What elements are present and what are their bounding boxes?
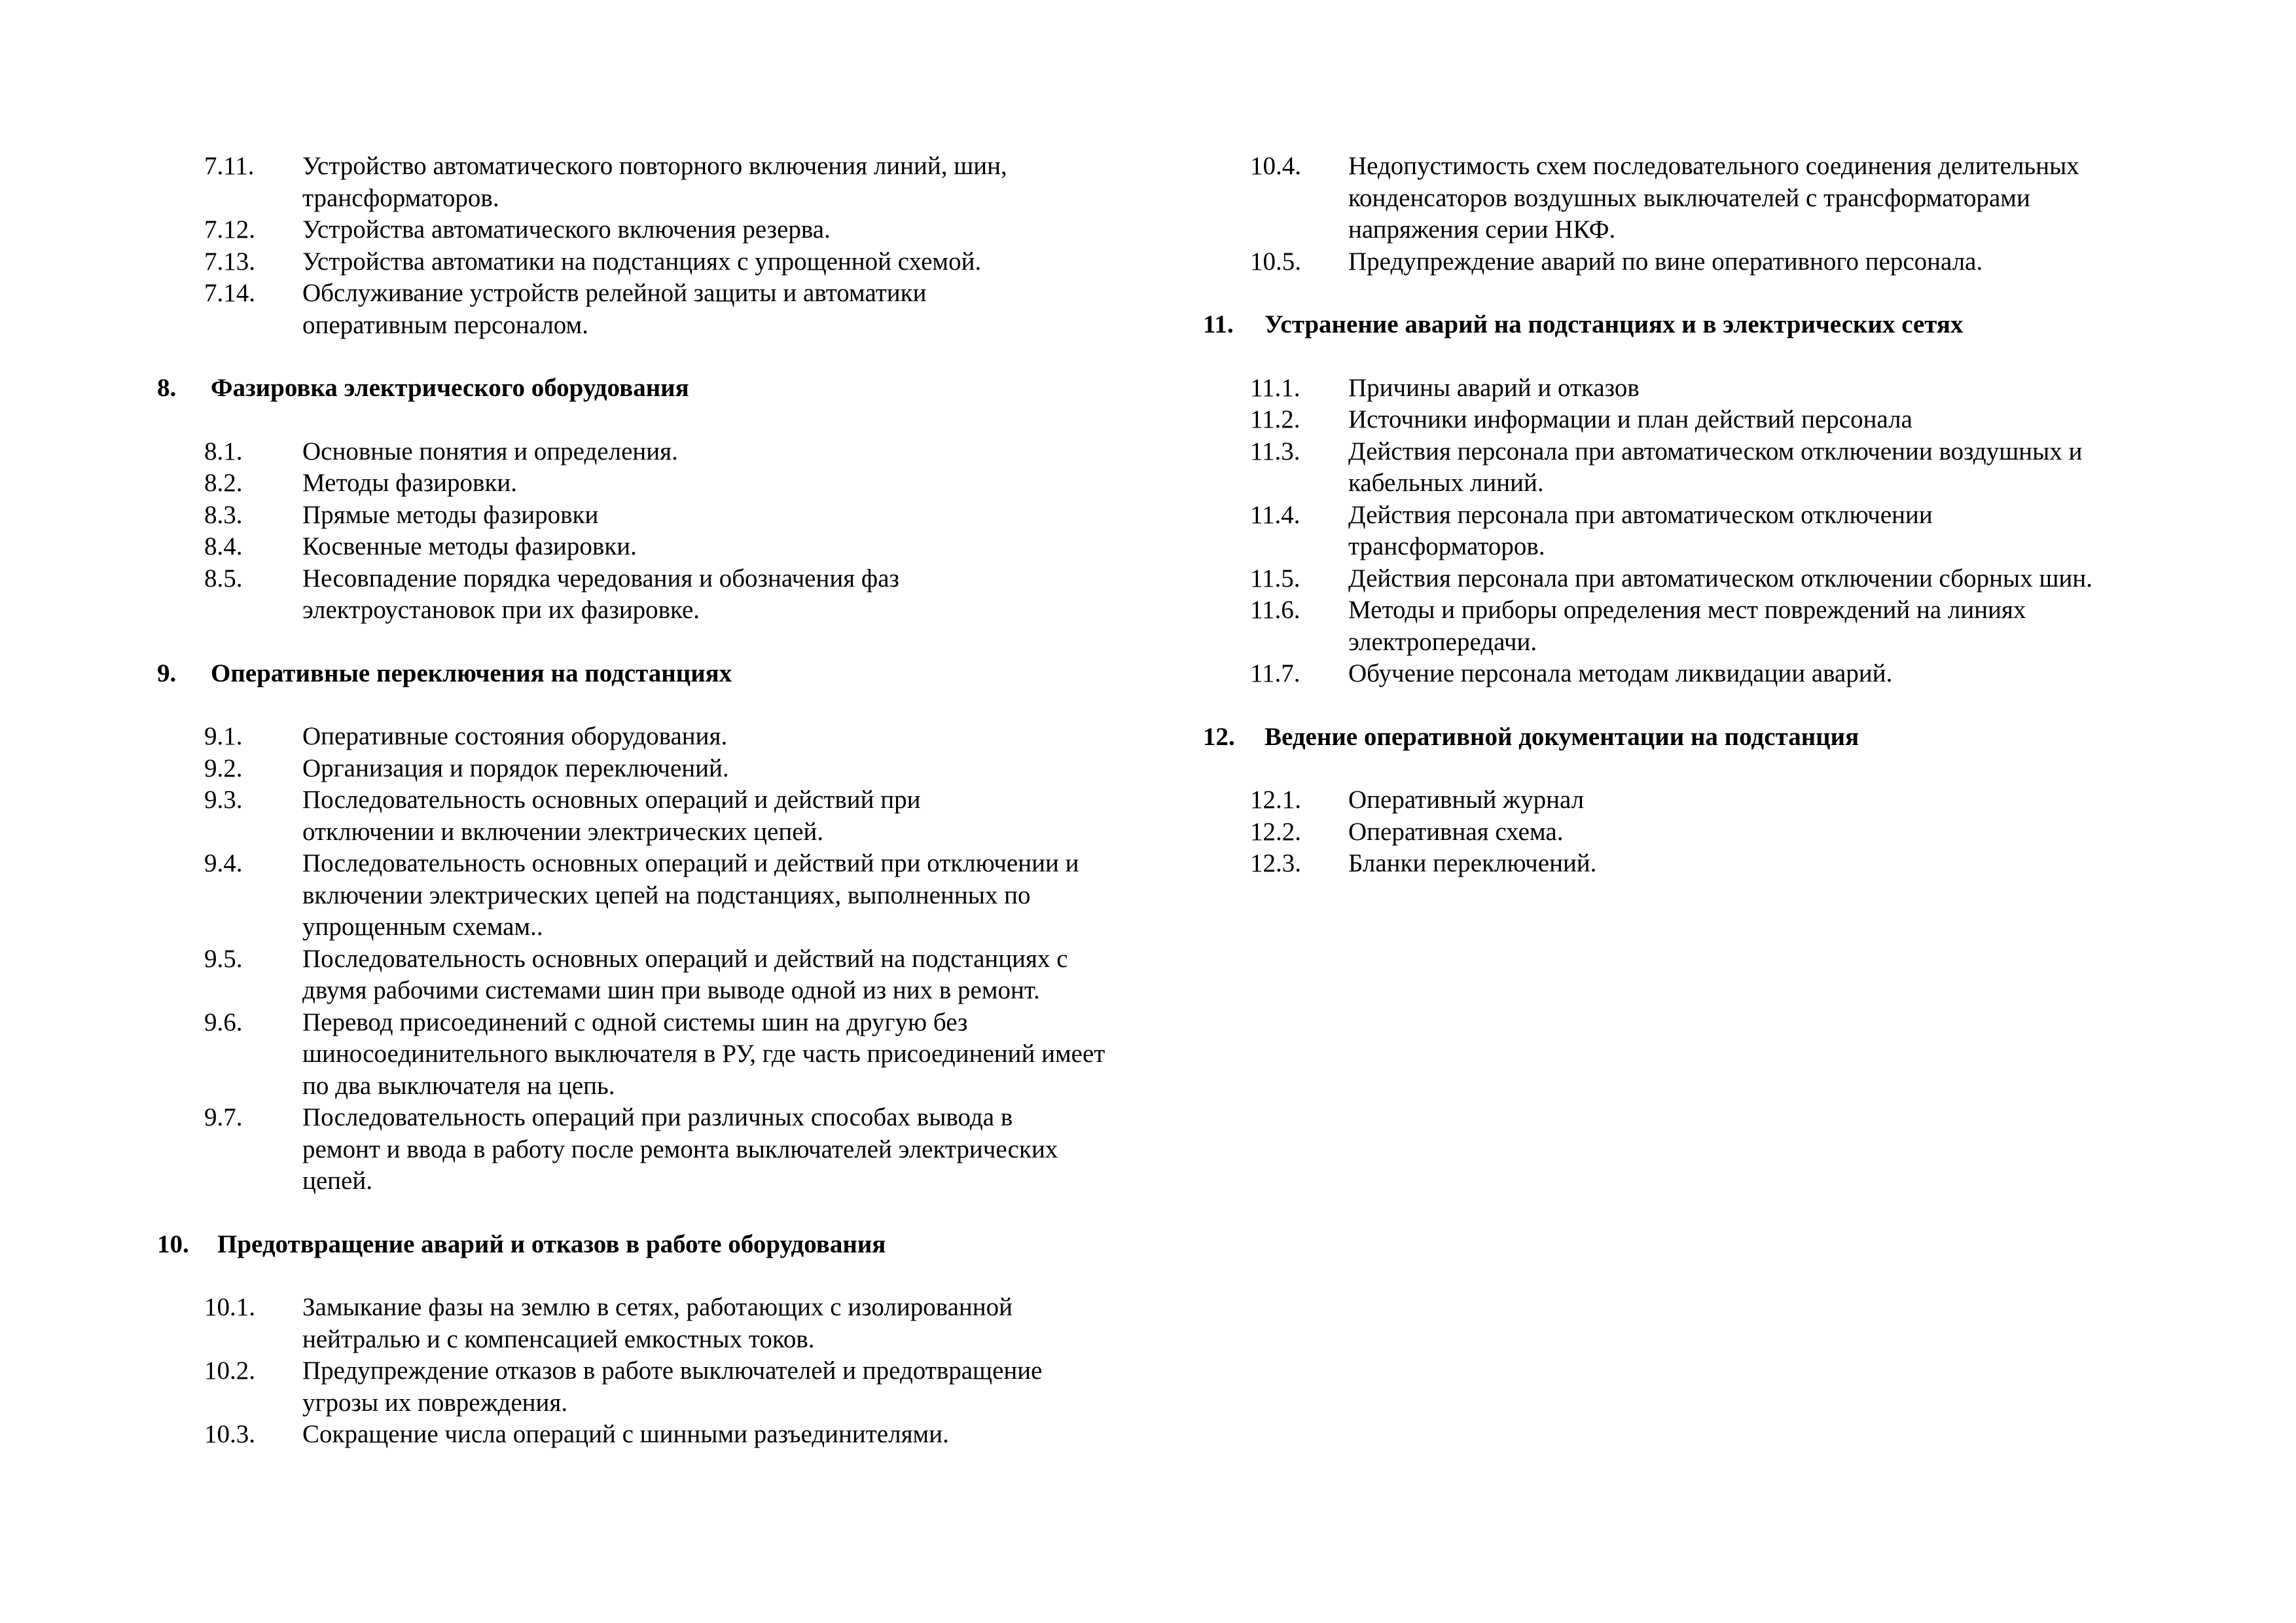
item-number: 11.5. bbox=[1250, 564, 1300, 593]
list-item bbox=[1203, 563, 2211, 595]
item-number: 7.13. bbox=[204, 247, 255, 276]
item-text: Устройство автоматического повторного включения линий, шин, трансформаторов. bbox=[302, 152, 1007, 212]
section-heading-10 bbox=[157, 1229, 1139, 1261]
item-number: 10.3. bbox=[204, 1420, 255, 1448]
item-text: Косвенные методы фазировки. bbox=[302, 532, 637, 560]
list-item bbox=[1203, 816, 2211, 848]
item-number: 9.2. bbox=[204, 754, 243, 782]
list-item bbox=[157, 721, 1139, 753]
item-number: 8.2. bbox=[204, 469, 243, 497]
item-text: Устройства автоматики на подстанциях с упрощенной схемой. bbox=[302, 247, 982, 276]
item-number: 7.14. bbox=[204, 279, 255, 307]
item-text: Несовпадение порядка чередования и обозначения фаз электроустановок при их фазировке. bbox=[302, 564, 899, 624]
item-number: 11.6. bbox=[1250, 596, 1300, 624]
list-item bbox=[1203, 373, 2211, 405]
section-number: 10. bbox=[157, 1230, 189, 1258]
item-number: 8.4. bbox=[204, 532, 243, 560]
list-item bbox=[1203, 500, 2211, 563]
section-heading-11 bbox=[1203, 309, 2211, 341]
list-item bbox=[157, 1355, 1139, 1419]
section-title: Предотвращение аварий и отказов в работе оборудования bbox=[217, 1230, 886, 1258]
section-heading-12 bbox=[1203, 721, 2211, 754]
list-item bbox=[157, 1419, 1139, 1451]
list-item bbox=[157, 848, 1139, 943]
list-item bbox=[157, 246, 1139, 278]
item-number: 9.1. bbox=[204, 722, 243, 750]
list-item bbox=[157, 1007, 1139, 1103]
list-item bbox=[1203, 151, 2211, 246]
item-text: Оперативная схема. bbox=[1348, 817, 1564, 846]
item-text: Действия персонала при автоматическом отключении трансформаторов. bbox=[1348, 500, 1933, 560]
item-text: Обучение персонала методам ликвидации аварий. bbox=[1348, 659, 1893, 687]
item-number: 11.3. bbox=[1250, 437, 1300, 465]
list-item bbox=[157, 784, 1139, 848]
list-item bbox=[1203, 784, 2211, 816]
item-number: 9.7. bbox=[204, 1103, 243, 1131]
list-item bbox=[157, 151, 1100, 214]
list-item bbox=[157, 1102, 1139, 1197]
section-number: 8. bbox=[157, 374, 177, 402]
list-item bbox=[157, 1292, 1139, 1355]
item-text: Методы и приборы определения мест повреждений на линиях электропередачи. bbox=[1348, 596, 2026, 656]
item-text: Предупреждение отказов в работе выключателей и предотвращение угрозы их повреждения. bbox=[302, 1357, 1043, 1417]
item-text: Методы фазировки. bbox=[302, 469, 518, 497]
list-item bbox=[1203, 404, 2211, 436]
item-text: Обслуживание устройств релейной защиты и автоматики оперативным персоналом. bbox=[302, 279, 927, 339]
item-text: Источники информации и план действий персонала bbox=[1348, 405, 1912, 433]
item-text: Перевод присоединений с одной системы шин на другую без шиносоединительного выключателя в РУ, где часть присоединений имеет по два выключателя на цепь. bbox=[302, 1008, 1105, 1100]
section-title: Ведение оперативной документации на подстанция bbox=[1265, 722, 1859, 751]
item-text: Последовательность основных операций и действий при отключении и включении электрических цепей. bbox=[302, 786, 921, 846]
item-text: Причины аварий и отказов bbox=[1348, 373, 1640, 402]
item-number: 10.1. bbox=[204, 1293, 255, 1321]
list-item bbox=[157, 214, 1139, 246]
item-text: Действия персонала при автоматическом отключении сборных шин. bbox=[1348, 564, 2092, 593]
item-number: 11.1. bbox=[1250, 373, 1300, 402]
list-item bbox=[1203, 658, 2211, 690]
item-text: Действия персонала при автоматическом отключении воздушных и кабельных линий. bbox=[1348, 437, 2083, 497]
item-number: 12.1. bbox=[1250, 786, 1301, 814]
list-item bbox=[157, 563, 1139, 627]
list-item bbox=[157, 943, 1139, 1007]
item-text: Оперативные состояния оборудования. bbox=[302, 722, 728, 750]
item-text: Бланки переключений. bbox=[1348, 849, 1597, 877]
item-text: Сокращение числа операций с шинными разъединителями. bbox=[302, 1420, 949, 1448]
list-item bbox=[1203, 246, 2211, 278]
list-item bbox=[157, 500, 1139, 532]
list-item bbox=[157, 467, 1139, 500]
item-number: 8.1. bbox=[204, 437, 243, 465]
section-number: 11. bbox=[1203, 310, 1234, 338]
item-text: Последовательность основных операций и действий при отключении и включении электрических цепей на подстанциях, выполненных по упрощенным схемам.. bbox=[302, 849, 1079, 941]
item-text: Недопустимость схем последовательного соединения делительных конденсаторов воздушных выключателей с трансформаторами напряжения серии НКФ. bbox=[1348, 152, 2079, 244]
left-column bbox=[157, 151, 1139, 1451]
item-number: 8.3. bbox=[204, 500, 243, 529]
item-number: 12.2. bbox=[1250, 817, 1301, 846]
item-text: Замыкание фазы на землю в сетях, работающих с изолированной нейтралью и с компенсацией емкостных токов. bbox=[302, 1293, 1013, 1353]
right-column bbox=[1203, 151, 2211, 880]
item-number: 7.12. bbox=[204, 215, 255, 244]
section-number: 9. bbox=[157, 659, 177, 687]
list-item bbox=[1203, 436, 2211, 500]
item-text: Организация и порядок переключений. bbox=[302, 754, 729, 782]
list-item bbox=[157, 753, 1139, 785]
item-number: 9.3. bbox=[204, 786, 243, 814]
list-item bbox=[157, 436, 1139, 468]
item-text: Устройства автоматического включения резерва. bbox=[302, 215, 831, 244]
section-heading-9 bbox=[157, 658, 1139, 690]
item-number: 12.3. bbox=[1250, 849, 1301, 877]
item-number: 11.7. bbox=[1250, 659, 1300, 687]
item-number: 10.4. bbox=[1250, 152, 1301, 180]
item-text: Предупреждение аварий по вине оперативного персонала. bbox=[1348, 247, 1983, 276]
item-text: Прямые методы фазировки bbox=[302, 500, 599, 529]
item-text: Основные понятия и определения. bbox=[302, 437, 678, 465]
list-item bbox=[1203, 594, 2211, 658]
item-number: 9.4. bbox=[204, 849, 243, 877]
list-item bbox=[157, 531, 1139, 563]
item-number: 11.2. bbox=[1250, 405, 1300, 433]
item-number: 10.2. bbox=[204, 1357, 255, 1385]
section-title: Устранение аварий на подстанциях и в электрических сетях bbox=[1265, 310, 1964, 338]
section-title: Оперативные переключения на подстанциях bbox=[211, 659, 732, 687]
section-title: Фазировка электрического оборудования bbox=[211, 374, 689, 402]
list-item bbox=[1203, 848, 2211, 880]
item-number: 10.5. bbox=[1250, 247, 1301, 276]
list-item bbox=[157, 278, 1139, 341]
item-number: 9.5. bbox=[204, 944, 243, 973]
item-number: 9.6. bbox=[204, 1008, 243, 1036]
item-text: Оперативный журнал bbox=[1348, 786, 1585, 814]
item-number: 11.4. bbox=[1250, 500, 1300, 529]
section-number: 12. bbox=[1203, 722, 1235, 751]
section-heading-8 bbox=[157, 373, 1139, 405]
item-number: 7.11. bbox=[204, 152, 255, 180]
item-number: 8.5. bbox=[204, 564, 243, 593]
item-text: Последовательность операций при различных способах вывода в ремонт и ввода в работу после ремонта выключателей электрических цепей. bbox=[302, 1103, 1058, 1195]
item-text: Последовательность основных операций и действий на подстанциях с двумя рабочими системами шин при выводе одной из них в ремонт. bbox=[302, 944, 1068, 1004]
